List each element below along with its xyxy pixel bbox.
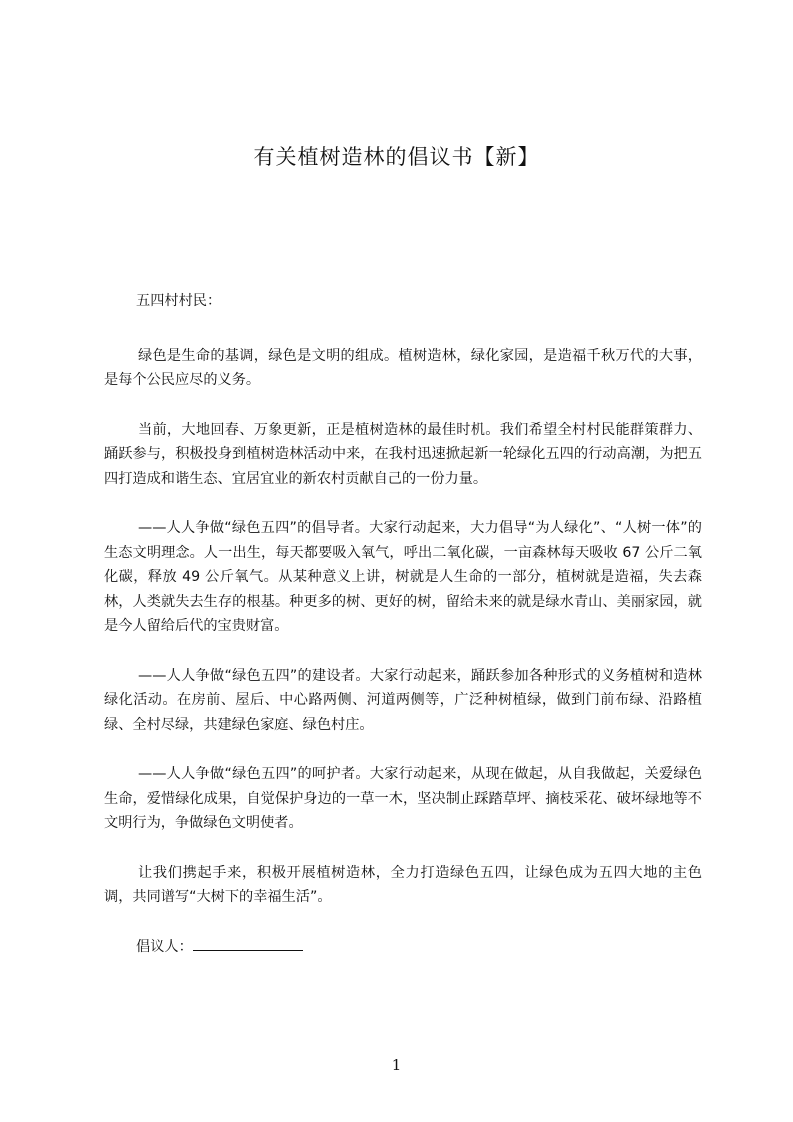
paragraph-1: 绿色是生命的基调，绿色是文明的组成。植树造林，绿化家园，是造福千秋万代的大事，是每个公民应尽的义务。 [104, 347, 702, 388]
paragraph-3: ——人人争做“绿色五四”的倡导者。大家行动起来，大力倡导“为人绿化”、“人树一体”的生态文明理念。人一出生，每天都要吸入氧气，呼出二氧化碳，一亩森林每天吸收 67 公斤二氧化碳，释放 49 公斤氧气。从某种意义上讲，树就是人生命的一部分，植树就是造福，失去森林，人类就失去生存的根基。种更多的树、更好的树，留给未来的就是绿水青山、美丽家园，就是今人留给后代的宝贵财富。 [104, 520, 702, 634]
paragraph-2: 当前，大地回春、万象更新，正是植树造林的最佳时机。我们希望全村村民能群策群力、踊跃参与，积极投身到植树造林活动中来，在我村迅速掀起新一轮绿化五四的行动高潮，为把五四打造成和谐生态、宜居宜业的新农村贡献自己的一份力量。 [104, 421, 702, 487]
paragraph-4: ——人人争做“绿色五四”的建设者。大家行动起来，踊跃参加各种形式的义务植树和造林绿化活动。在房前、屋后、中心路两侧、河道两侧等，广泛种树植绿，做到门前布绿、沿路植绿、全村尽绿，共建绿色家庭、绿色村庄。 [104, 667, 702, 733]
signature-label: 倡议人： [136, 938, 193, 955]
signature-blank [193, 935, 303, 951]
salutation: 五四村村民： [136, 293, 222, 309]
paragraph-6: 让我们携起手来，积极开展植树造林，全力打造绿色五四，让绿色成为五四大地的主色调，共同谱写“大树下的幸福生活”。 [104, 864, 702, 905]
paragraph-5: ——人人争做“绿色五四”的呵护者。大家行动起来，从现在做起，从自我做起，关爱绿色生命，爱惜绿化成果，自觉保护身边的一草一木，坚决制止踩踏草坪、摘枝采花、破坏绿地等不文明行为，争做绿色文明使者。 [104, 766, 702, 831]
document-title: 有关植树造林的倡议书【新】 [253, 145, 540, 169]
document-body [104, 289, 702, 959]
page-number: 1 [391, 1056, 402, 1074]
signature-line [104, 935, 702, 960]
